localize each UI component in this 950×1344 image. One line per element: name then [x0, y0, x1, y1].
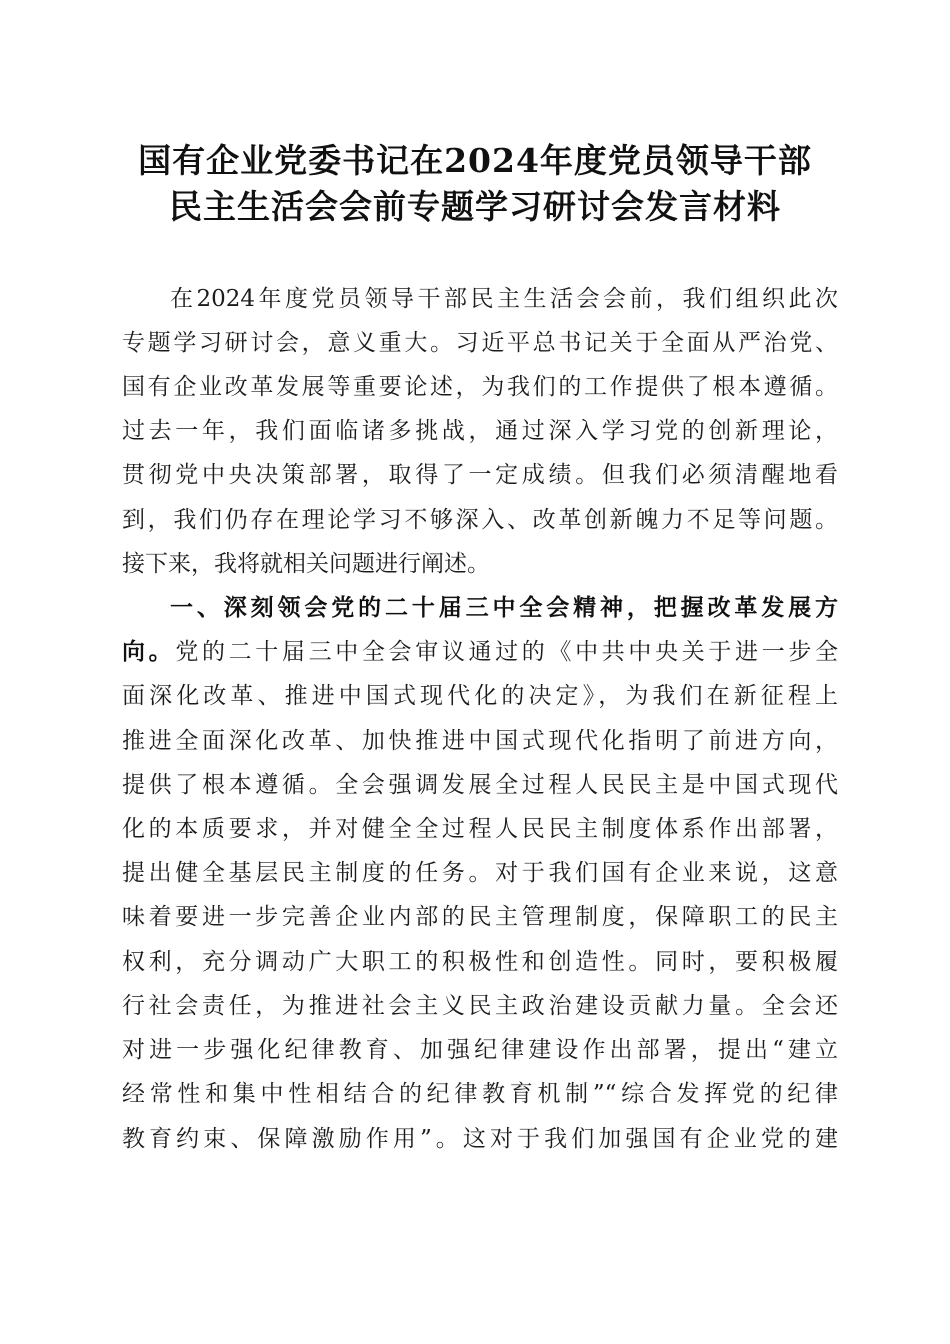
paragraph-line: 提出健全基层民主制度的任务。对于我们国有企业来说，这意 [122, 860, 838, 886]
section-heading-end: 向。 [122, 638, 176, 665]
section-heading: 一、深刻领会党的二十届三中全会精神，把握改革发展方 [170, 594, 838, 621]
document-title-line-2: 民主生活会会前专题学习研讨会发言材料 [169, 187, 781, 226]
paragraph-line: 专题学习研讨会，意义重大。习近平总书记关于全面从严治党、 [122, 330, 838, 356]
paragraph-line: 行社会责任，为推进社会主义民主政治建设贡献力量。全会还 [122, 993, 838, 1019]
paragraph-line: 教育约束、保障激励作用”。这对于我们加强国有企业党的建 [122, 1126, 838, 1152]
paragraph-line: 提供了根本遵循。全会强调发展全过程人民民主是中国式现代 [122, 772, 838, 798]
paragraph-line: 在2024年度党员领导干部民主生活会会前，我们组织此次 [170, 286, 838, 312]
section-heading-continuation [122, 637, 838, 667]
paragraph-line: 经常性和集中性相结合的纪律教育机制”“综合发挥党的纪律 [122, 1081, 838, 1107]
paragraph-line: 到，我们仍存在理论学习不够深入、改革创新魄力不足等问题。 [122, 507, 838, 533]
paragraph-line: 化的本质要求，并对健全全过程人民民主制度体系作出部署， [122, 816, 838, 842]
paragraph-line: 接下来，我将就相关问题进行阐述。 [122, 551, 490, 577]
section-body-start: 党的二十届三中全会审议通过的《中共中央关于进一步全 [175, 639, 839, 665]
paragraph-line: 推进全面深化改革、加快推进中国式现代化指明了前进方向， [122, 728, 838, 754]
paragraph-line: 国有企业改革发展等重要论述，为我们的工作提供了根本遵循。 [122, 374, 838, 400]
paragraph-line: 味着要进一步完善企业内部的民主管理制度，保障职工的民主 [122, 904, 838, 930]
paragraph-line: 贯彻党中央决策部署，取得了一定成绩。但我们必须清醒地看 [122, 462, 838, 488]
paragraph-line: 过去一年，我们面临诸多挑战，通过深入学习党的创新理论， [122, 418, 838, 444]
paragraph-line: 面深化改革、推进中国式现代化的决定》，为我们在新征程上 [122, 683, 838, 709]
paragraph-line: 对进一步强化纪律教育、加强纪律建设作出部署，提出“建立 [122, 1037, 838, 1063]
paragraph-line: 权利，充分调动广大职工的积极性和创造性。同时，要积极履 [122, 949, 838, 975]
document-title-line-1: 国有企业党委书记在2024年度党员领导干部 [138, 141, 812, 180]
